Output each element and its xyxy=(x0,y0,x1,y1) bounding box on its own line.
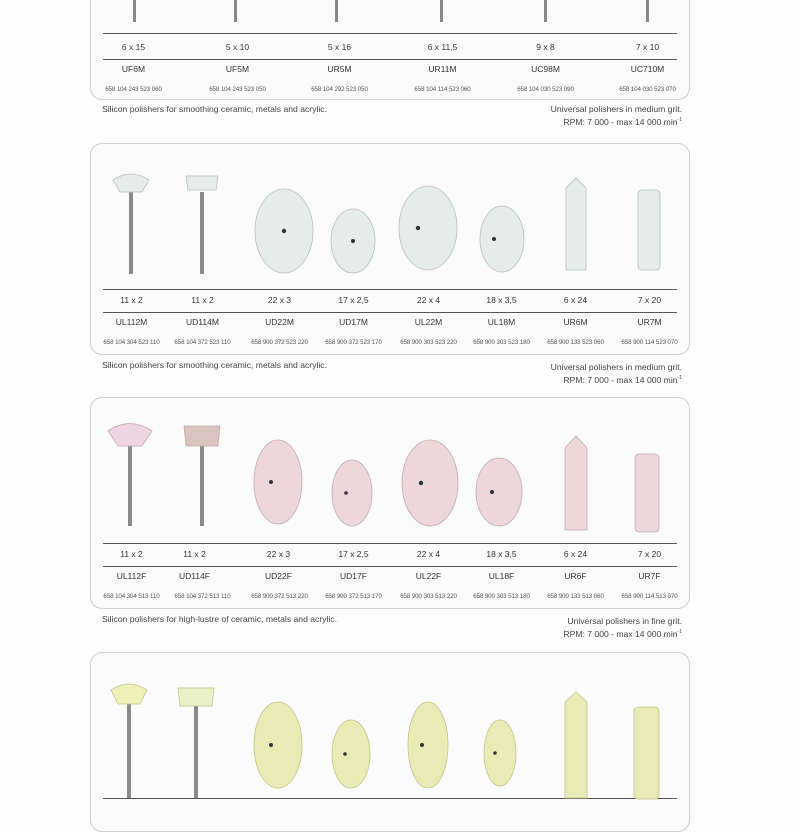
order-code: 658 900 372 513 220 xyxy=(251,593,308,600)
product-name: UR5M xyxy=(327,64,352,74)
order-code: 658 900 114 523 070 xyxy=(621,339,678,346)
order-code: 658 900 133 513 060 xyxy=(547,593,604,600)
product-name: UL18F xyxy=(488,571,515,581)
size-label: 22 x 3 xyxy=(267,295,292,305)
size-label: 18 x 3,5 xyxy=(486,295,517,305)
size-label: 5 x 16 xyxy=(327,42,352,52)
rpm-text xyxy=(551,373,682,386)
product-name: UR11M xyxy=(428,64,457,74)
grit-text: Universal polishers in medium grit. xyxy=(550,362,682,372)
group-caption: Silicon polishers for high-lustre of ceramic, metals and acrylic. xyxy=(102,614,337,624)
size-label: 9 x 8 xyxy=(536,42,555,52)
group-caption: Silicon polishers for smoothing ceramic, metals and acrylic. xyxy=(102,360,327,370)
product-name: UL18M xyxy=(487,317,516,327)
product-name: UC98M xyxy=(531,64,560,74)
rpm-value: RPM: 7 000 - max 14 000 min xyxy=(563,628,678,639)
size-label: 5 x 10 xyxy=(225,42,250,52)
rpm-value: RPM: 7 000 - max 14 000 min xyxy=(563,374,678,385)
size-label: 11 x 2 xyxy=(120,549,143,559)
divider xyxy=(103,59,677,60)
order-code: 658 104 114 523 060 xyxy=(414,86,471,93)
order-code: 658 900 372 513 170 xyxy=(325,593,382,600)
size-label: 18 x 3,5 xyxy=(486,549,517,559)
product-image-row-3 xyxy=(0,394,800,534)
product-name: UD114F xyxy=(178,571,211,581)
rpm-value: RPM: 7 000 - max 14 000 min xyxy=(563,116,678,127)
product-image-row-2 xyxy=(0,140,800,280)
grit-text: Universal polishers in fine grit. xyxy=(567,616,682,626)
product-name: UR6F xyxy=(564,571,587,581)
product-name: UF6M xyxy=(121,64,146,74)
size-label: 7 x 20 xyxy=(637,549,662,559)
size-label: 11 x 2 xyxy=(191,295,214,305)
order-code: 658 900 303 513 180 xyxy=(473,593,530,600)
product-image-row-1 xyxy=(0,0,800,30)
order-code: 658 104 243 523 050 xyxy=(209,86,266,93)
order-code: 658 900 372 523 220 xyxy=(251,339,308,346)
divider xyxy=(103,33,677,34)
size-label: 6 x 15 xyxy=(121,42,146,52)
order-code: 658 900 114 513 070 xyxy=(621,593,678,600)
size-label: 11 x 2 xyxy=(120,295,143,305)
order-code: 658 900 303 523 220 xyxy=(400,339,457,346)
size-label: 7 x 20 xyxy=(637,295,662,305)
rpm-unit-exponent: -1 xyxy=(677,375,682,381)
product-name: UR7F xyxy=(638,571,661,581)
group-spec xyxy=(563,616,682,640)
product-name: UC710M xyxy=(630,64,665,74)
divider xyxy=(103,543,677,544)
size-label: 22 x 4 xyxy=(416,549,441,559)
product-name: UD22F xyxy=(265,571,292,581)
order-code: 658 900 303 523 180 xyxy=(473,339,530,346)
product-name: UF5M xyxy=(225,64,250,74)
order-code: 658 104 304 513 110 xyxy=(103,593,160,600)
size-label: 17 x 2,5 xyxy=(338,549,369,559)
order-code: 658 104 372 513 110 xyxy=(174,593,231,600)
product-name: UL112F xyxy=(116,571,147,581)
rpm-unit-exponent: -1 xyxy=(677,629,682,635)
divider xyxy=(103,289,677,290)
size-label: 6 x 24 xyxy=(563,295,588,305)
rpm-text xyxy=(563,627,682,640)
order-code: 658 104 243 523 060 xyxy=(105,86,162,93)
grit-text: Universal polishers in medium grit. xyxy=(550,104,682,114)
group-caption: Silicon polishers for smoothing ceramic, metals and acrylic. xyxy=(102,104,327,114)
order-code: 658 900 133 523 060 xyxy=(547,339,604,346)
order-code: 658 104 030 523 070 xyxy=(619,86,676,93)
order-code: 658 104 030 523 090 xyxy=(517,86,574,93)
order-code: 658 104 292 523 050 xyxy=(311,86,368,93)
group-spec xyxy=(551,104,682,128)
product-name: UL22M xyxy=(414,317,443,327)
size-label: 7 x 10 xyxy=(635,42,660,52)
product-name: UD17M xyxy=(339,317,368,327)
rpm-unit-exponent: -1 xyxy=(677,117,682,123)
order-code: 658 900 372 523 170 xyxy=(325,339,382,346)
size-label: 22 x 4 xyxy=(416,295,441,305)
size-label: 22 x 3 xyxy=(266,549,291,559)
product-name: UR6M xyxy=(563,317,588,327)
divider xyxy=(103,312,677,313)
size-label: 6 x 11,5 xyxy=(427,42,458,52)
product-name: UD17F xyxy=(340,571,367,581)
product-name: UL112M xyxy=(115,317,148,327)
size-label: 11 x 2 xyxy=(183,549,206,559)
product-name: UR7M xyxy=(637,317,662,327)
product-name: UD114M xyxy=(186,317,219,327)
rpm-text xyxy=(551,115,682,128)
group-spec xyxy=(551,362,682,386)
product-image-row-4 xyxy=(0,650,800,800)
order-code: 658 104 372 523 110 xyxy=(174,339,231,346)
product-name: UD22M xyxy=(265,317,294,327)
size-label: 6 x 24 xyxy=(563,549,588,559)
order-code: 658 900 303 513 220 xyxy=(400,593,457,600)
product-name: UL22F xyxy=(415,571,442,581)
divider xyxy=(103,566,677,567)
order-code: 658 104 304 523 110 xyxy=(103,339,160,346)
size-label: 17 x 2,5 xyxy=(338,295,369,305)
